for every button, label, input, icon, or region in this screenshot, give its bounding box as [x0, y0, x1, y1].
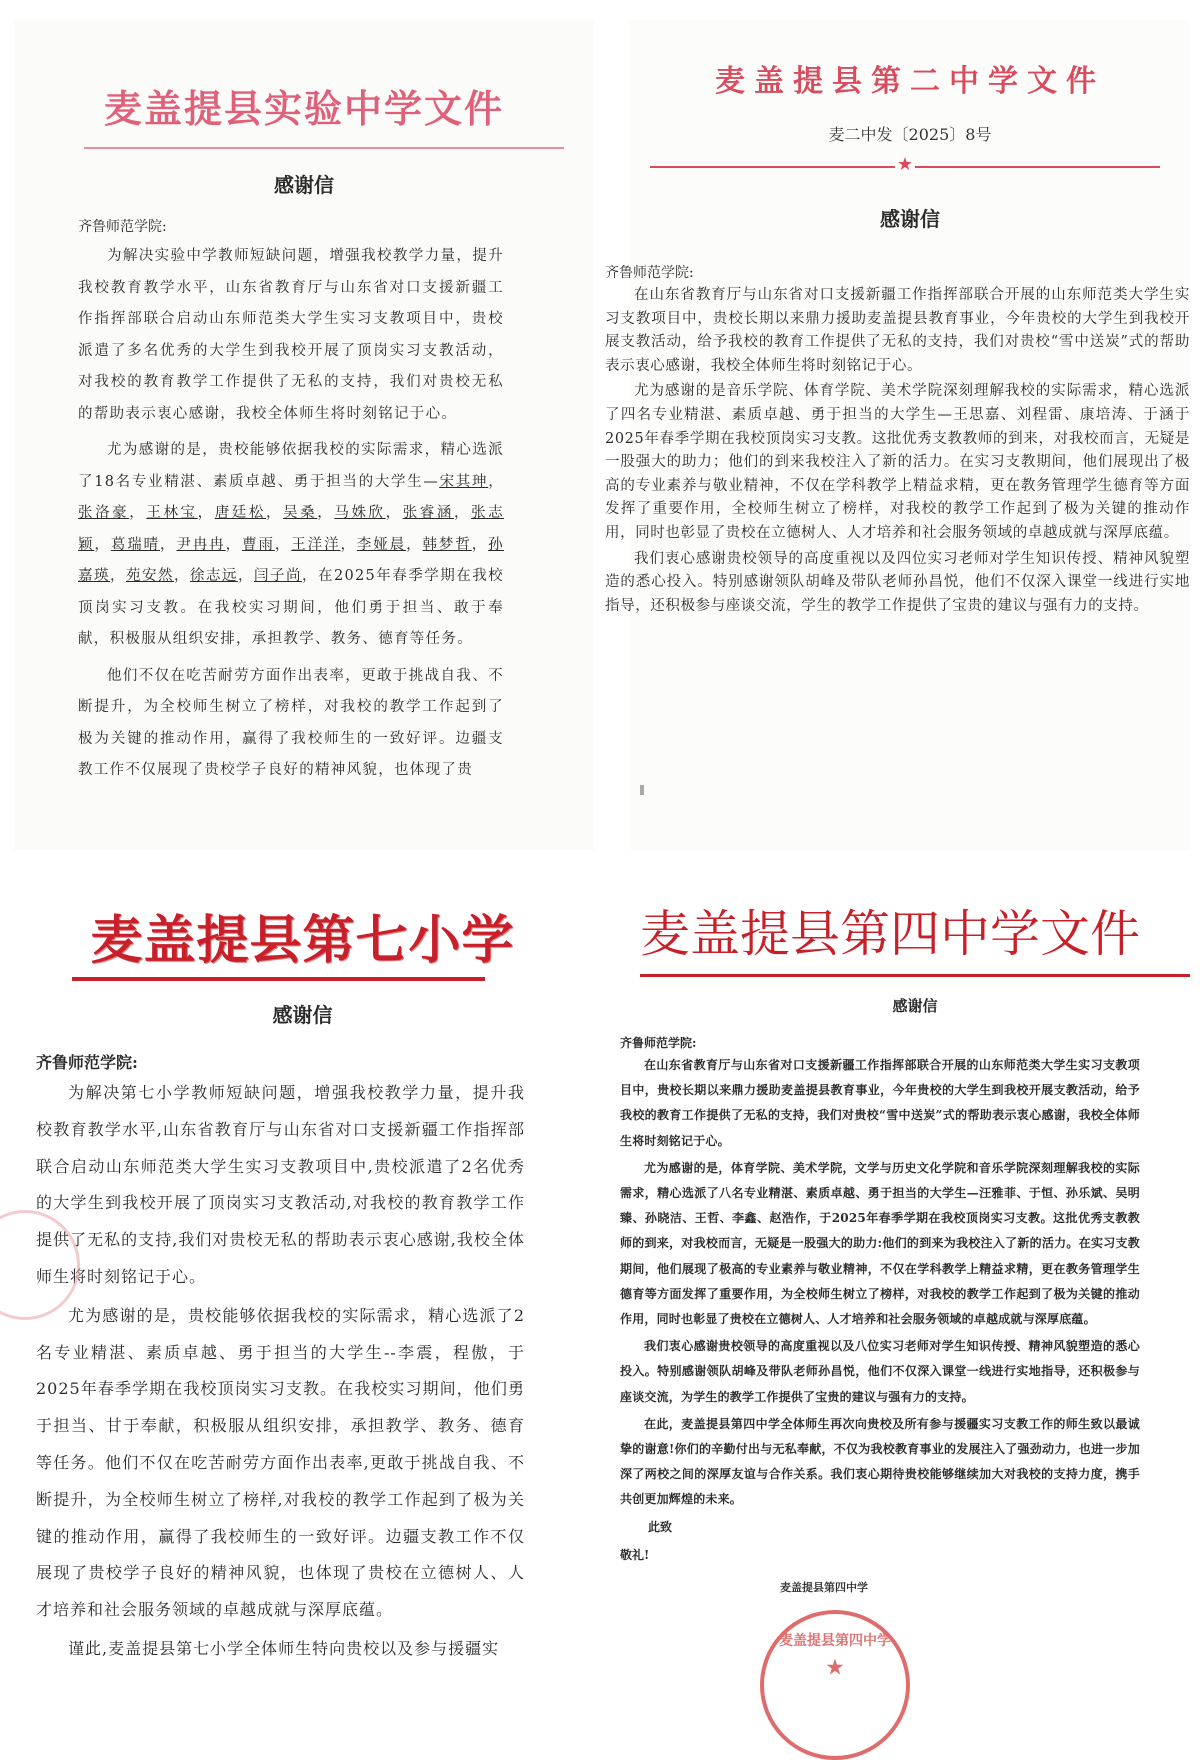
student-name: 闫子尚	[253, 568, 302, 584]
paragraph-2: 尤为感谢的是音乐学院、体育学院、美术学院深刻理解我校的实际需求，精心选派了四名专业精湛、素质卓越、勇于担当的大学生—王思嘉、刘程雷、康培涛、于涵于2025年春季学期在我校顶岗实习支教。这批优秀支教教师的到来，对我校而言，无疑是一股强大的助力；他们的到来我校注入了新的活力。在实习支教期间，他们展现出了极高的专业素养与敬业精神，不仅在学科教学上精益求精，更在教务管理学生德育等方面发挥了重要作用，全校师生树立了榜样，对我校的教学工作起到了极为关键的推动作用，同时也彰显了贵校在立德树人、人才培养和社会服务领域的卓越成就与深厚底蕴。	[605, 383, 1190, 541]
letterhead-title: 麦盖提县第二中学文件	[715, 64, 1105, 99]
letterhead-title: 麦盖提县实验中学文件	[103, 87, 504, 131]
student-name: 李娅晨	[356, 536, 407, 553]
star-icon: ★	[896, 154, 914, 175]
student-name: 王林宝	[146, 505, 198, 521]
paragraph-1: 为解决第七小学教师短缺问题，增强我校教学力量，提升我校教育教学水平,山东省教育厅与山东省对口支援新疆工作指挥部联合启动山东师范类大学生实习支教项目中,贵校派遣了2名优秀的大学生到我校开展了顶岗实习支教活动,对我校的教育教学工作提供了无私的支持,我们对贵校无私的帮助表示衷心感谢,我校全体师生将时刻铭记于心。	[36, 1083, 525, 1286]
salutation: 齐鲁师范学院:	[78, 219, 167, 235]
letterhead-divider	[640, 974, 1190, 977]
salutation: 齐鲁师范学院:	[605, 265, 694, 281]
closing-regards: 敬礼!	[620, 1547, 650, 1562]
student-name: 韩梦哲	[422, 536, 472, 553]
student-name: 吴桑	[283, 505, 318, 521]
paragraph-2-intro: 尤为感谢的是，贵校能够依据我校的实际需求，精心选派了18名专业精湛、素质卓越、勇于担当的大学生—	[78, 442, 504, 490]
student-name: 唐廷松	[214, 505, 266, 521]
student-name: 张睿涵	[402, 505, 454, 521]
seal-text: 麦盖提县第四中学	[779, 1633, 891, 1649]
paragraph-3: 我们衷心感谢贵校领导的高度重视以及八位实习老师对学生知识传授、精神风貌塑造的悉心投入。特别感谢领队胡峰及带队老师孙昌悦，他们不仅深入课堂一线进行实地指导，还积极参与座谈交流，为学生的教学工作提供了宝贵的建议与强有力的支持。	[620, 1339, 1140, 1404]
student-name: 葛瑞晴	[110, 536, 161, 553]
student-name: 宋其珅	[439, 473, 489, 490]
letterhead-title: 麦盖提县第七小学	[90, 910, 515, 971]
letter-shiyan-middle-school	[14, 20, 594, 850]
letter-title: 感谢信	[272, 1003, 333, 1027]
letter-body	[10, 1050, 595, 1668]
closing-salute: 此致	[648, 1519, 673, 1534]
student-name: 张志颖	[78, 505, 504, 553]
star-icon: ★	[825, 1655, 845, 1681]
letter-fourth-middle-school	[620, 880, 1190, 1695]
student-name: 徐志远	[189, 568, 238, 584]
letter-title: 感谢信	[880, 207, 940, 231]
paragraph-1: 为解决实验中学教师短缺问题，增强我校教学力量，提升我校教育教学水平，山东省教育厅与山东省对口支援新疆工作指挥部联合启动山东师范类大学生实习支教项目中，贵校派遣了多名优秀的大学生到我校开展了顶岗实习支教活动，对我校的教育教学工作提供了无私的支持，我们对贵校无私的帮助表示衷心感谢，我校全体师生将时刻铭记于心。	[78, 248, 504, 422]
official-seal-stamp	[760, 1610, 910, 1760]
letter-seventh-primary-school	[10, 880, 595, 1695]
letter-second-middle-school	[605, 20, 1190, 850]
student-name: 张洛豪	[78, 505, 130, 521]
paragraph-2-tail: ，在2025年春季学期在我校顶岗实习支教。在我校实习期间，他们勇于担当、敢于奉献，积极服从组织安排，承担教学、教务、德育等任务。	[78, 568, 504, 647]
salutation: 齐鲁师范学院:	[36, 1053, 138, 1072]
letterhead-divider	[650, 154, 1160, 175]
student-name: 马姝欣	[334, 505, 386, 521]
letter-body	[620, 1034, 1190, 1595]
paragraph-2: 尤为感谢的是，体育学院、美术学院，文学与历史文化学院和音乐学院深刻理解我校的实际需求，精心选派了八名专业精湛、素质卓越、勇于担当的大学生—汪雅菲、于恒、孙乐斌、吴明臻、孙晓洁、王哲、李鑫、赵浩作，于2025年春季学期在我校顶岗实习支教。这批优秀支教教师的到来，对我校而言，无疑是一股强大的助力:他们的到来为我校注入了新的活力。在实习支教期间，他们展现了极高的专业素养与敬业精神，不仅在学科教学上精益求精，更在教务管理学生德育等方面发挥了重要作用，为全校师生树立了榜样，对我校的教学工作起到了极为关键的推动作用，同时也彰显了贵校在立德树人、人才培养和社会服务领域的卓越成就与深厚底蕴。	[620, 1160, 1140, 1327]
paragraph-1: 在山东省教育厅与山东省对口支援新疆工作指挥部联合开展的山东师范类大学生实习支教项目中，贵校长期以来鼎力援助麦盖提县教育事业，今年贵校的大学生到我校开展支教活动，给予我校的教育工作提供了无私的支持，我们对贵校“雪中送炭”式的帮助表示衷心感谢，我校全体师生将时刻铭记于心。	[620, 1058, 1140, 1148]
paragraph-3: 谨此,麦盖提县第七小学全体师生特向贵校以及参与援疆实	[68, 1638, 500, 1658]
letter-title: 感谢信	[274, 173, 334, 197]
student-name: 王洋洋	[291, 536, 341, 553]
paragraph-1: 在山东省教育厅与山东省对口支援新疆工作指挥部联合开展的山东师范类大学生实习支教项目中，贵校长期以来鼎力援助麦盖提县教育事业，今年贵校的大学生到我校开展支教活动，给予我校的教育工作提供了无私的支持，我们对贵校“雪中送炭”式的帮助表示衷心感谢，我校全体师生将时刻铭记于心。	[605, 287, 1190, 374]
signature: 麦盖提县第四中学	[780, 1580, 868, 1594]
letterhead-divider	[84, 147, 564, 149]
paragraph-2	[78, 435, 504, 656]
document-number: 麦二中发〔2025〕8号	[828, 125, 992, 144]
student-name: 曹雨	[242, 536, 275, 553]
paragraph-2: 尤为感谢的是，贵校能够依据我校的实际需求，精心选派了2名专业精湛、素质卓越、勇于担当的大学生--李震，程傲，于2025年春季学期在我校顶岗实习支教。在我校实习期间，他们勇于担当、甘于奉献，积极服从组织安排，承担教学、教务、德育等任务。他们不仅在吃苦耐劳方面作出表率,更敢于挑战自我、不断提升，为全校师生树立了榜样,对我校的教学工作起到了极为关键的推动作用，赢得了我校师生的一致好评。边疆支教工作不仅展现了贵校学子良好的精神风貌，也体现了贵校在立德树人、人才培养和社会服务领域的卓越成就与深厚底蕴。	[36, 1305, 525, 1620]
paragraph-3: 他们不仅在吃苦耐劳方面作出表率，更敢于挑战自我、不断提升，为全校师生树立了榜样，对我校的教学工作起到了极为关键的推动作用，赢得了我校师生的一致好评。边疆支教工作不仅展现了贵校学子良好的精神风貌，也体现了贵	[78, 667, 504, 778]
student-name: 尹冉冉	[176, 536, 226, 553]
salutation: 齐鲁师范学院:	[620, 1036, 697, 1050]
student-names: 宋其珅，张洛豪，王林宝，唐廷松，吴桑，马姝欣，张睿涵，张志颖，葛瑞晴，尹冉冉，曹雨，王洋洋，李娅晨，韩梦哲，孙嘉瑛，苑安然，徐志远，闫子尚	[78, 473, 504, 584]
letterhead-divider	[72, 977, 485, 981]
scan-mark	[640, 785, 644, 795]
student-name: 孙嘉瑛	[78, 536, 504, 584]
letter-body	[14, 216, 594, 787]
letterhead-title: 麦盖提县第四中学文件	[640, 905, 1140, 963]
letter-body	[605, 262, 1190, 618]
paragraph-3: 我们衷心感谢贵校领导的高度重视以及四位实习老师对学生知识传授、精神风貌塑造的悉心投入。特别感谢领队胡峰及带队老师孙昌悦，他们不仅深入课堂一线进行实地指导，还积极参与座谈交流，学生的教学工作提供了宝贵的建议与强有力的支持。	[605, 550, 1190, 614]
letter-title: 感谢信	[892, 997, 938, 1015]
student-name: 苑安然	[126, 568, 174, 584]
paragraph-4: 在此，麦盖提县第四中学全体师生再次向贵校及所有参与援疆实习支教工作的师生致以最诚挚的谢意!你们的辛勤付出与无私奉献，不仅为我校教育事业的发展注入了强劲动力，也进一步加深了两校之间的深厚友谊与合作关系。我们衷心期待贵校能够继续加大对我校的支持力度，携手共创更加辉煌的未来。	[620, 1416, 1140, 1507]
